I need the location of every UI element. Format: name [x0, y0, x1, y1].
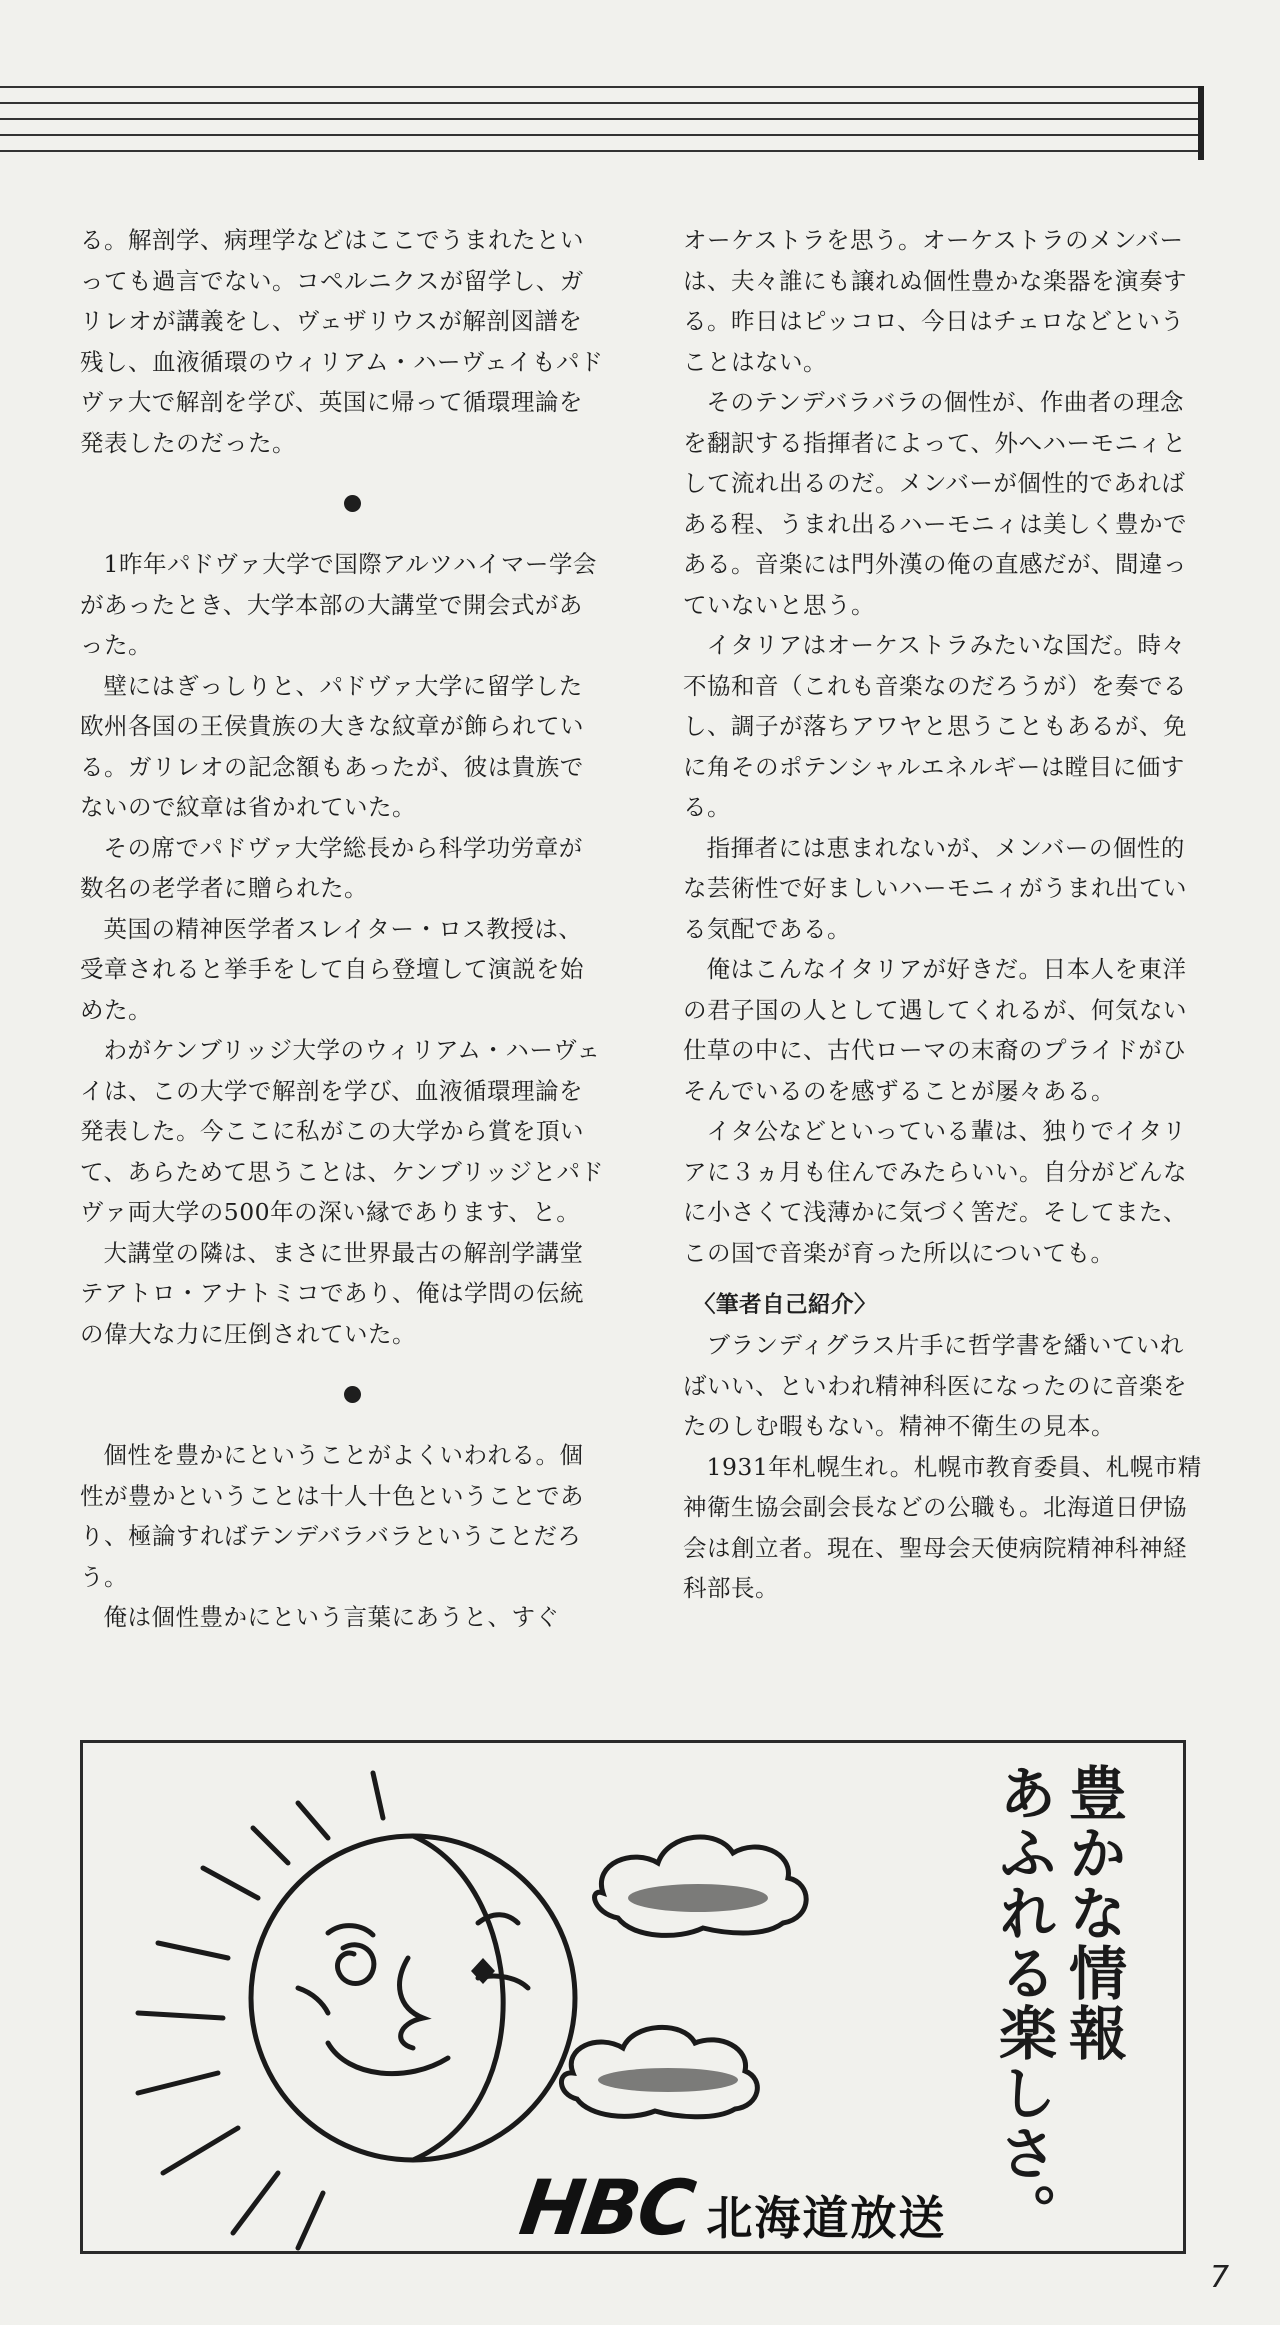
left-column [80, 220, 605, 1638]
hbc-logo-block [514, 2163, 947, 2252]
section-divider-dot [344, 1386, 361, 1403]
paragraph: 1931年札幌生れ。札幌市教育委員、札幌市精神衛生協会副会長などの公職も。北海道日伊協会は創立者。現在、聖母会天使病院精神科神経科部長。 [683, 1452, 1202, 1602]
paragraph: 指揮者には恵まれないが、メンバーの個性的な芸術性で好ましいハーモニィがうまれ出ている気配である。 [683, 833, 1187, 943]
music-staff-decoration [0, 86, 1204, 160]
paragraph: 1昨年パドヴァ大学で国際アルツハイマー学会があったとき、大学本部の大講堂で開会式があった。 [80, 550, 597, 659]
paragraph: 俺はこんなイタリアが好きだ。日本人を東洋の君子国の人として遇してくれるが、何気ない仕草の中に、古代ローマの末裔のプライドがひそんでいるのを感ずることが屡々ある。 [683, 955, 1187, 1105]
paragraph: そのテンデバラバラの個性が、作曲者の理念を翻訳する指揮者によって、外へハーモニィとして流れ出るのだ。メンバーが個性的であればある程、うまれ出るハーモニィは美しく豊かである。音楽には門外漢の俺の直感だが、間違っていないと思う。 [683, 388, 1187, 619]
profile-title: 〈筆者自己紹介〉 [693, 1292, 878, 1318]
paragraph: イタ公などといっている輩は、独りでイタリアに３ヵ月も住んでみたらいい。自分がどんなに小さくて浅薄かに気づく筈だ。そしてまた、この国で音楽が育った所以についても。 [683, 1117, 1187, 1267]
staff-bar-line [1198, 86, 1204, 160]
paragraph: 俺は個性豊かにという言葉にあうと、すぐ [103, 1603, 560, 1631]
paragraph: 壁にはぎっしりと、パドヴァ大学に留学した欧州各国の王侯貴族の大きな紋章が飾られている。ガリレオの記念額もあったが、彼は貴族でないので紋章は省かれていた。 [80, 671, 584, 821]
paragraph: 英国の精神医学者スレイター・ロス教授は、受章されると挙手をして自ら登壇して演説を始めた。 [80, 914, 584, 1024]
paragraph: イタリアはオーケストラみたいな国だ。時々不協和音（これも音楽なのだろうが）を奏でるし、調子が落ちアワヤと思うこともあるが、免に角そのポテンシャルエネルギーは瞠目に価する。 [683, 631, 1187, 821]
company-name: 北海道放送 [706, 2191, 947, 2245]
paragraph: その席でパドヴァ大学総長から科学功労章が数名の老学者に贈られた。 [80, 833, 583, 902]
paragraph: ブランディグラス片手に哲学書を繙いていればいい、といわれ精神科医になったのに音楽をたのしむ暇もない。精神不衛生の見本。 [683, 1331, 1187, 1440]
page-number: 7 [1210, 2260, 1230, 2295]
section-divider-dot [344, 495, 361, 512]
paragraph: わがケンブリッジ大学のウィリアム・ハーヴェイは、この大学で解剖を学び、血液循環理論を発表した。今ここに私がこの大学から賞を頂いて、あらためて思うことは、ケンブリッジとパドヴァ両大学の500年の深い縁であります、と。 [80, 1036, 605, 1226]
paragraph: る。解剖学、病理学などはここでうまれたといっても過言でない。コペルニクスが留学し、ガリレオが講義をし、ヴェザリウスが解剖図譜を残し、血液循環のウィリアム・ハーヴェイもパドヴァ大で解剖を学び、英国に帰って循環理論を発表したのだった。 [80, 226, 604, 457]
slogan-line-1: 豊かな情報 [1059, 1763, 1127, 2063]
paragraph: オーケストラを思う。オーケストラのメンバーは、夫々誰にも譲れぬ個性豊かな楽器を演奏する。昨日はピッコロ、今日はチェロなどということはない。 [683, 226, 1187, 376]
hbc-advertisement [80, 1740, 1186, 2254]
paragraph: 大講堂の隣は、まさに世界最古の解剖学講堂テアトロ・アナトミコであり、俺は学問の伝統の偉大な力に圧倒されていた。 [80, 1238, 584, 1348]
paragraph: 個性を豊かにということがよくいわれる。個性が豊かということは十人十色ということであり、極論すればテンデバラバラということだろう。 [80, 1441, 584, 1591]
ad-slogan [988, 1763, 1128, 2243]
hbc-logo: HBC [514, 2163, 699, 2252]
right-column [683, 220, 1203, 1609]
slogan-line-2: あふれる楽しさ。 [989, 1763, 1057, 2243]
